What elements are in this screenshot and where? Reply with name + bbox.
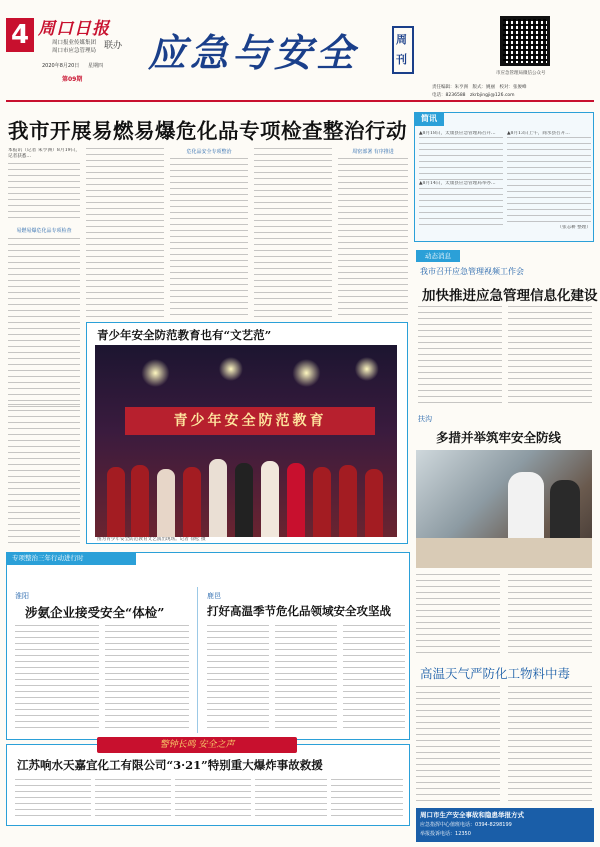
column-title: 应急与安全 <box>148 30 359 75</box>
counter-desk <box>416 538 592 568</box>
fugou-photo <box>416 450 592 568</box>
stage-lights <box>95 357 397 397</box>
bottom-body-5 <box>331 779 403 821</box>
worker-figure <box>550 480 580 546</box>
left-body-1 <box>15 625 99 733</box>
bottom-banner <box>97 737 297 753</box>
footer-phone-label: 应急指挥中心值班电话： <box>420 822 476 828</box>
performer-figure <box>339 465 357 537</box>
photo-caption: 图为青少年安全防范教育文艺演出现场。记者 徐松 摄 <box>97 537 206 542</box>
brief-item-1: ▲8月18日，太康县应急管理局召开… <box>419 131 496 136</box>
masthead-rule <box>6 100 594 102</box>
lead-headline: 我市开展易燃易爆危化品专项检查整治行动 <box>8 119 407 143</box>
performer-figure <box>209 459 227 537</box>
footer-hotline-row <box>420 830 471 837</box>
bottom-story-box <box>6 740 410 826</box>
brief-news-box <box>414 112 594 242</box>
right-body-3 <box>343 625 405 733</box>
brief-item-3: ▲8月13日上午，商水县召开… <box>507 131 570 136</box>
work-news-body-left <box>418 306 502 404</box>
bottom-body-4 <box>255 779 327 821</box>
lead-col-3 <box>170 148 248 318</box>
footer-hotline-label: 举报投诉电话： <box>420 831 456 837</box>
footer-phone: 0394-8298199 <box>475 822 512 828</box>
dynamic-news-kicker: 动态消息 <box>416 250 460 262</box>
work-news-body-right <box>508 306 592 404</box>
lead-sub-1: 易燃易爆危化品专项检查 <box>16 227 72 234</box>
special-strip: 专项整治三年行动进行时 <box>6 552 136 565</box>
bottom-body-3 <box>175 779 251 821</box>
heat-body-right <box>508 686 592 804</box>
fugou-body-left <box>416 574 500 656</box>
heat-body-left <box>416 686 500 804</box>
performer-figure <box>365 469 383 537</box>
qr-caption: 市应急管理局微信公众号 <box>496 71 546 76</box>
performer-figure <box>287 463 305 537</box>
performer-figure <box>107 467 125 537</box>
lead-col-1 <box>8 148 80 400</box>
performer-figure <box>183 467 201 537</box>
special-box <box>6 552 410 740</box>
right-body-1 <box>207 625 269 733</box>
column-suffix: 周刊 <box>396 33 407 66</box>
fugou-headline: 多措并举筑牢安全防线 <box>436 430 562 445</box>
footer-hotline: 12350 <box>455 831 471 837</box>
photo-stage <box>95 345 397 537</box>
paper-name: 周口日报 <box>38 19 110 39</box>
lead-col-2 <box>86 148 164 318</box>
paper-sub3: 联办 <box>104 41 123 51</box>
column-divider <box>197 587 198 733</box>
right-body-2 <box>275 625 337 733</box>
lead-col-4 <box>254 148 332 318</box>
stage-banner-text: 青少年安全防范教育 <box>173 413 327 429</box>
issue-date: 2020年8月20日 <box>42 63 80 69</box>
bottom-body-2 <box>95 779 171 821</box>
brief-item-2: ▲8月14日，太康县应急管理局举办… <box>419 181 496 187</box>
left-headline: 涉氨企业接受安全“体检” <box>25 605 165 620</box>
heat-headline: 高温天气严防化工物料中毒 <box>420 666 571 681</box>
right-place: 鹿邑 <box>207 592 221 600</box>
performers-row <box>95 437 397 537</box>
contact-line: 电话：8236588 zkrbjingji@126.com <box>432 93 515 98</box>
footer-title: 周口市生产安全事故和隐患举报方式 <box>420 811 524 819</box>
bottom-body-1 <box>15 779 91 821</box>
performer-figure <box>131 465 149 537</box>
page-number: 4 <box>10 20 30 50</box>
lead-col-5 <box>338 148 408 318</box>
work-news-headline: 加快推进应急管理信息化建设 <box>422 288 598 304</box>
bottom-headline: 江苏响水天嘉宜化工有限公司“3·21”特别重大爆炸事故救援 <box>17 758 323 772</box>
lead-sub-3: 周密部署 有序推进 <box>352 149 394 155</box>
photo-story-box <box>86 322 408 544</box>
stage-banner <box>125 407 375 435</box>
issue-weekday: 星期四 <box>88 63 104 69</box>
worker-figure <box>508 472 544 542</box>
fugou-place: 扶沟 <box>418 415 432 423</box>
editor-line: 责任编辑：朱亨洲 版式：姚丽 校对：张俊峰 <box>432 85 527 90</box>
fugou-body-right <box>508 574 592 656</box>
performer-figure <box>157 469 175 537</box>
brief-news-title: 简讯 <box>414 112 444 126</box>
left-body-2 <box>105 625 189 733</box>
left-place: 淮阳 <box>15 592 29 600</box>
lead-col-1-continued <box>8 404 80 544</box>
page-number-block <box>6 18 34 52</box>
bottom-banner-text: 警钟长鸣 安全之声 <box>159 740 235 750</box>
performer-figure <box>235 463 253 537</box>
right-headline: 打好高温季节危化品领域安全攻坚战 <box>207 604 391 618</box>
photo-story-headline: 青少年安全防范教育也有“文艺范” <box>97 328 272 342</box>
performer-figure <box>313 467 331 537</box>
lead-intro: 本报讯（记者 朱亨洲）8月19日，记者获悉… <box>8 148 80 160</box>
paper-sub2: 周口市应急管理局 <box>52 48 97 54</box>
paper-sub1: 周口报业传媒集团 <box>52 40 97 46</box>
qr-code <box>500 16 550 66</box>
performer-figure <box>261 461 279 537</box>
footer-bar <box>416 808 594 842</box>
brief-footer: （张志耕 整理） <box>557 225 591 231</box>
work-news-subhead: 我市召开应急管理视频工作会 <box>420 267 524 276</box>
lead-sub-2: 危化品安全专项整治 <box>186 149 232 155</box>
footer-phone-row <box>420 821 512 828</box>
issue-number: 第09期 <box>62 76 83 83</box>
